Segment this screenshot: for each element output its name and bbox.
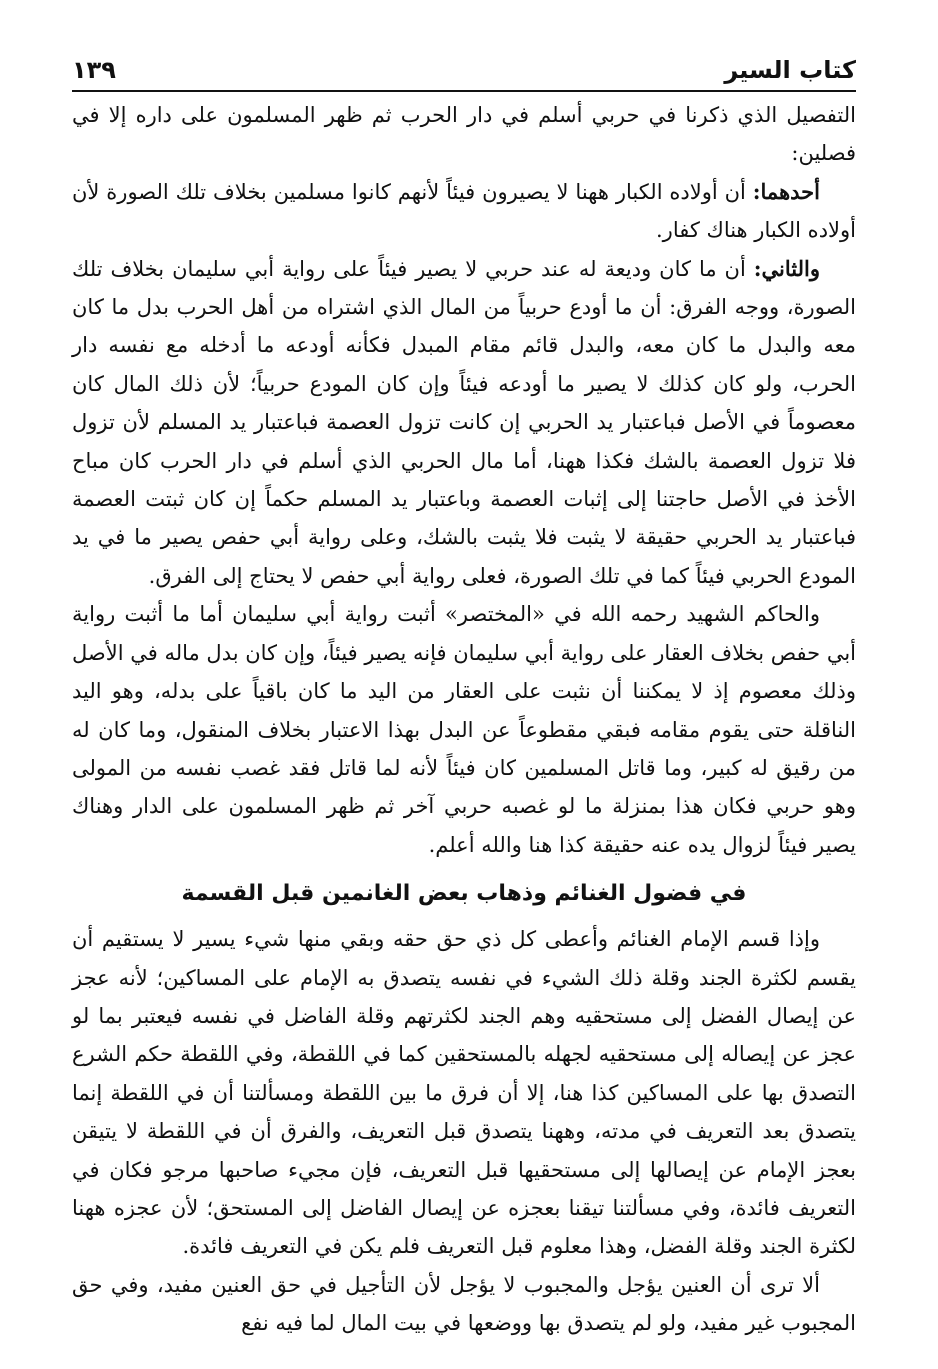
page-header xyxy=(72,38,856,92)
running-title: كتاب السير xyxy=(724,56,856,84)
paragraph-section-body xyxy=(72,920,856,1266)
paragraph-text: أن ما كان وديعة له عند حربي لا يصير فيئاً على رواية أبي سليمان بخلاف تلك الصورة، ووجه الفرق: أن ما أودع حربياً من المال الذي اشتراه من أهل الحرب بدل ما كان معه والبدل ما كان معه، والبدل قائم مقام المبدل فكأنه أودعه ما أدخله مع نفسه دار الحرب، ولو كان كذلك لا يصير ما أودعه فيئاً وإن كان المودع حربياً؛ لأن ذلك المال كان معصوماً في الأصل فباعتبار يد الحربي إن كانت تزول العصمة فباعتبار يد المسلم لأن تزول فلا تزول العصمة بالشك فكذا ههنا، أما مال الحربي الذي أسلم في دار الحرب كان مباح الأخذ في الأصل حاجتنا إلى إثبات العصمة وباعتبار يد المسلم حكماً إن كان ثبتت العصمة فباعتبار يد الحربي حقيقة لا يثبت فلا يثبت بالشك، وعلى رواية أبي حفص يصير ما في يد المودع الحربي فيئاً كما في تلك الصورة، فعلى رواية أبي حفص لا يحتاج إلى الفرق. xyxy=(72,256,856,588)
section-heading: في فضول الغنائم وذهاب بعض الغانمين قبل القسمة xyxy=(181,881,747,907)
paragraph-text: ألا ترى أن العنين يؤجل والمجبوب لا يؤجل لأن التأجيل في حق العنين مفيد، وفي حق المجبوب غير مفيد، ولو لم يتصدق بها ووضعها في بيت المال لما فيه نفع xyxy=(72,1272,856,1336)
paragraph-text: أن أولاده الكبار ههنا لا يصيرون فيئاً لأنهم كانوا مسلمين بخلاف تلك الصورة لأن أولاده الكبار هناك كفار. xyxy=(72,179,856,243)
paragraph-section-example xyxy=(72,1266,856,1343)
paragraph-intro xyxy=(72,96,856,173)
paragraph-first-point xyxy=(72,173,856,250)
paragraph-text: وإذا قسم الإمام الغنائم وأعطى كل ذي حق حقه وبقي منها شيء يسير لا يستقيم أن يقسم لكثرة الجند وقلة ذلك الشيء في نفسه يتصدق به الإمام على المساكين؛ لأنه عجز عن إيصال الفضل إلى مستحقيه وهم الجند لكثرتهم وقلة الفاضل في نفسه فيعتبر بما لو عجز عن إيصاله إلى مستحقيه لجهله بالمستحقين كما في اللقطة، وفي اللقطة حكم الشرع التصدق بها على المساكين كذا هنا، إلا أن فرق ما بين اللقطة ومسألتنا أن في اللقطة إنما يتصدق بعد التعريف في مدته، وههنا يتصدق قبل التعريف، والفرق أن في اللقطة لا يتيقن بعجز الإمام عن إيصالها إلى مستحقيها قبل التعريف، فإن مجيء صاحبها مرجو فكان في التعريف فائدة، وفي مسألتنا تيقنا بعجزه عن إيصال الفاضل إلى المستحق؛ لأن عجزه ههنا لكثرة الجند وقلة الفضل، وهذا معلوم قبل التعريف فلم يكن في التعريف فائدة. xyxy=(72,927,856,1259)
paragraph-text: التفصيل الذي ذكرنا في حربي أسلم في دار الحرب ثم ظهر المسلمون على داره إلا في فصلين: xyxy=(72,103,856,166)
paragraph-lead: أحدهما: xyxy=(752,178,820,204)
paragraph-lead: والثاني: xyxy=(753,255,820,281)
page-body xyxy=(72,96,856,1343)
page-number: ١٣٩ xyxy=(72,56,116,84)
paragraph-second-point xyxy=(72,250,856,596)
paragraph-hakim xyxy=(72,595,856,864)
paragraph-text: والحاكم الشهيد رحمه الله في «المختصر» أثبت رواية أبي سليمان أما ما أثبت رواية أبي حفص بخلاف العقار على رواية أبي سليمان فإنه يصير فيئاً، وإن كان بدل ماله في الأصل وذلك معصوم إذ لا يمكننا أن نثبت على العقار من اليد ما كان باقياً على بدله، وهو اليد الناقلة حتى يقوم مقامه فبقي مقطوعاً عن البدل بهذا الاعتبار بخلاف المنقول، وما كان له من رقيق له كبير، وما قاتل المسلمين كان فيئاً لأنه لما قاتل فقد غصب نفسه من المولى وهو حربي فكان هذا بمنزلة ما لو غصبه حربي آخر ثم ظهر المسلمون على الدار وهناك يصير فيئاً لزوال يده عنه حقيقة كذا هنا والله أعلم. xyxy=(72,602,856,857)
